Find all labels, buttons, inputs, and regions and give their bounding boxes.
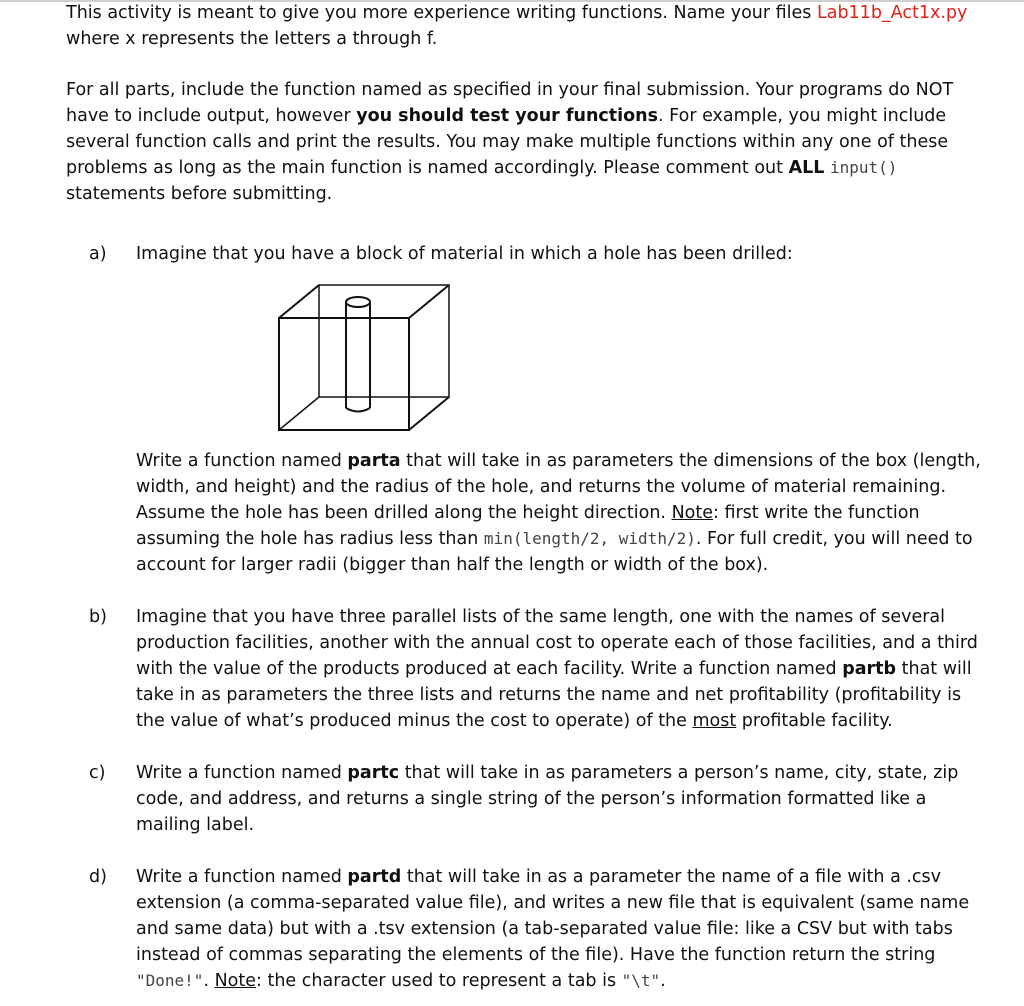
part-b <box>66 604 986 734</box>
part-d-text-2: that will take in as a parameter the name of a file with a .csv extension (a comma-separated value file), and writes a new file that is equivalent (same name and same data) but with a .tsv extension (a tab-separated value file: like a CSV but with tabs instead of commas separating the elements of the file). Have the function return the string <box>136 867 970 965</box>
block-edge-bl <box>279 397 319 430</box>
part-a-note: Note <box>671 503 713 523</box>
filename-highlight: Lab11b_Act1x.py <box>816 3 968 23</box>
part-c <box>66 760 986 838</box>
partc-function-name: partc <box>347 763 400 783</box>
part-b-body <box>136 604 986 734</box>
part-d-label: d) <box>89 867 107 887</box>
parta-function-name: parta <box>347 451 401 471</box>
intro-text-end: where x represents the letters a through f. <box>66 29 438 49</box>
all-emphasis: ALL <box>788 158 825 178</box>
intro2-text-end: statements before submitting. <box>66 184 333 204</box>
part-a-label: a) <box>89 244 107 264</box>
part-a-description <box>136 448 986 578</box>
part-a-text-3: : first write the function assuming the hole has radius less than <box>136 503 920 549</box>
part-c-description <box>136 760 986 838</box>
part-d-body <box>136 864 986 994</box>
document-page <box>66 0 986 994</box>
part-b-text-3: profitable facility. <box>736 711 893 731</box>
intro-text: This activity is meant to give you more experience writing functions. Name your files <box>66 3 817 23</box>
intro-paragraph-1 <box>66 0 986 52</box>
part-d-note: Note <box>214 971 257 991</box>
drilled-block-figure <box>276 282 456 432</box>
part-a-intro: Imagine that you have a block of material in which a hole has been drilled: <box>136 244 793 264</box>
partd-function-name: partd <box>347 867 402 887</box>
drilled-block-drawing <box>276 282 456 432</box>
intro-paragraph-2 <box>66 77 986 207</box>
input-code: input() <box>830 158 898 177</box>
block-edge-br <box>409 397 449 430</box>
part-d-text-5: . <box>660 971 666 991</box>
part-b-description <box>136 604 986 734</box>
part-a-body <box>136 241 986 578</box>
part-d-text-4: : the character used to represent a tab is <box>256 971 622 991</box>
intro2-text-mid: . For example, you might include several function calls and print the results. You may make multiple functions within any one of these problems as long as the main function is named accordingly. Please comment out <box>66 106 949 178</box>
drilled-hole <box>346 297 370 412</box>
min-code: min(length/2, width/2) <box>483 529 696 548</box>
part-c-text: Write a function named <box>136 763 348 783</box>
block-edge-tl <box>279 285 319 318</box>
part-c-label: c) <box>89 763 106 783</box>
part-c-body <box>136 760 986 838</box>
part-d-text-3: . <box>203 971 215 991</box>
part-a-text-4: . For full credit, you will need to account for larger radii (bigger than half the length or width of the box). <box>136 529 973 575</box>
part-b-label: b) <box>89 607 107 627</box>
part-a <box>66 241 986 578</box>
intro2-text: For all parts, include the function named as specified in your final submission. Your programs do NOT have to include output, however <box>66 80 954 126</box>
partb-function-name: partb <box>842 659 897 679</box>
part-c-text-2: that will take in as parameters a person’s name, city, state, zip code, and address, and returns a single string of the person’s information formatted like a mailing label. <box>136 763 959 835</box>
part-a-text: Write a function named <box>136 451 348 471</box>
part-d-description <box>136 864 986 994</box>
done-code: "Done!" <box>136 971 204 990</box>
part-b-text-2: that will take in as parameters the three lists and returns the name and net profitability (profitability is the value of what’s produced minus the cost to operate) of the <box>136 659 972 731</box>
part-d-text: Write a function named <box>136 867 348 887</box>
part-b-text: Imagine that you have three parallel lists of the same length, one with the names of several production facilities, another with the annual cost to operate each of those facilities, and a third with the value of the products produced at each facility. Write a function named <box>136 607 978 679</box>
part-a-text-2: that will take in as parameters the dimensions of the box (length, width, and height) and the radius of the hole, and returns the volume of material remaining. Assume the hole has been drilled along the height direction. <box>136 451 981 523</box>
most-emphasis: most <box>692 711 737 731</box>
tab-code: "\t" <box>621 971 661 990</box>
test-functions-emphasis: you should test your functions <box>356 106 659 126</box>
part-d <box>66 864 986 994</box>
block-edge-tr <box>409 285 449 318</box>
